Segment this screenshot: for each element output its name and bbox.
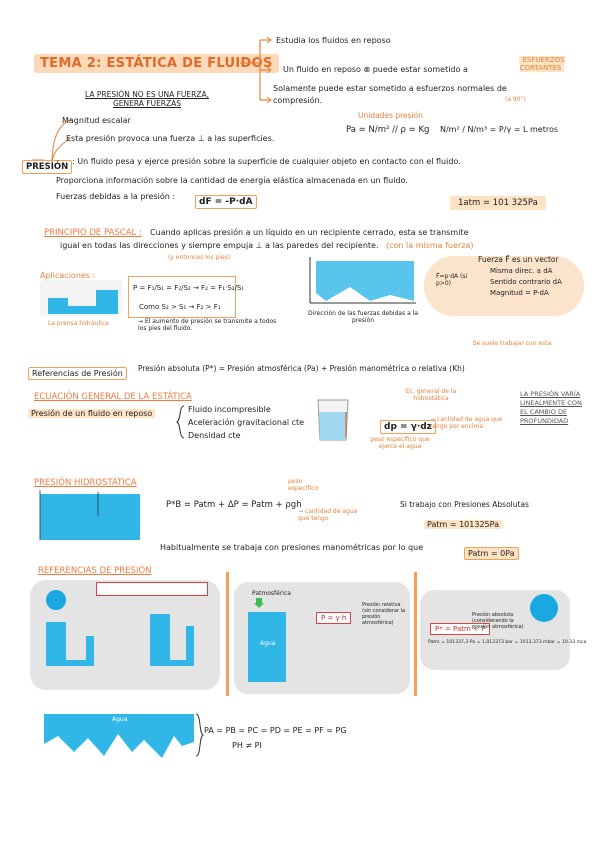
units-fraction: N/m² / N/m³ = P/γ = L metros bbox=[440, 125, 558, 134]
pascal-formula-box bbox=[128, 276, 245, 318]
ecuacion-note-top: Ec. general de la hidrostática bbox=[405, 388, 457, 402]
ecuacion-brace bbox=[176, 404, 186, 440]
presion-info: Proporciona información sobre la cantidad de energía elástica almacenada en un fluido. bbox=[56, 176, 408, 185]
hidro-cantidad: → cantidad de agua que tengo bbox=[298, 508, 358, 522]
branch-note: (a 90°) bbox=[505, 96, 526, 103]
ecuacion-sub: Presión de un fluido en reposo bbox=[28, 409, 155, 419]
final-brace bbox=[194, 712, 204, 758]
hidro-axis bbox=[38, 488, 142, 542]
branch-compresion: compresión. bbox=[273, 96, 323, 105]
pascal-title: PRINCIPIO DE PASCAL : bbox=[44, 228, 142, 238]
ref2-p-atmosferica: Patmosférica bbox=[252, 590, 291, 597]
title-highlight: TEMA 2: ESTÁTICA DE FLUIDOS bbox=[34, 54, 279, 73]
ref-label: Referencias de Presión bbox=[28, 361, 127, 380]
hidro-habitual: Habitualmente se trabaja con presiones manométricas por lo que bbox=[160, 543, 424, 552]
vector-item-1: Misma direc. a dA bbox=[490, 267, 553, 275]
presion-magnitud: Magnitud escalar bbox=[62, 116, 131, 125]
units-title: Unidades presión bbox=[358, 111, 423, 120]
ecuacion-note-right: → cantidad de agua que tengo por encima bbox=[430, 416, 503, 430]
ecuacion-title: ECUACIÓN GENERAL DE LA ESTÁTICA bbox=[34, 392, 192, 402]
ref2-title: REFERENCIAS DE PRESIÓN bbox=[38, 566, 152, 576]
atm-value: 1atm = 101 325Pa bbox=[450, 190, 546, 209]
vector-label: F⃗=p·dA (si p>0) bbox=[436, 273, 468, 287]
pascal-text-2: igual en todas las direcciones y siempre empuja ⊥ a las paredes del recipiente. bbox=[60, 241, 379, 250]
ecuacion-note-bottom: peso específico que ejerce el agua bbox=[370, 436, 430, 450]
pascal-note-2: (y entonces los pies) bbox=[168, 254, 231, 261]
ref2-agua: Agua bbox=[260, 640, 276, 647]
pascal-note-1: (con la misma fuerza) bbox=[386, 241, 474, 250]
ecuacion-item-2: Aceleración gravitacional cte bbox=[188, 418, 305, 427]
presion-definition: : Un fluido pesa y ejerce presión sobre la superficie de cualquier objeto en contacto con el fluido. bbox=[72, 157, 461, 166]
presion-fuerzas: Fuerzas debidas a la presión : bbox=[56, 192, 176, 201]
ref2-formula-box bbox=[96, 582, 208, 596]
ecuacion-side-note: LA PRESIÓN VARÍA LINEALMENTE CON EL CAMBIO DE PROFUNDIDAD bbox=[520, 390, 582, 425]
ref2-dot-right bbox=[530, 594, 558, 622]
ref2-p-absoluta-label: Presión absoluta (considerando la presión atmosférica) bbox=[472, 612, 524, 630]
branch-normales: Solamente puede estar sometido a esfuerzos normales de bbox=[273, 84, 507, 93]
pascal-aumento: → El aumento de presión se transmite a todos los pies del fluido. bbox=[138, 318, 277, 332]
pascal-text-1: Cuando aplicas presión a un líquido en un recipiente cerrado, esta se transmite bbox=[150, 228, 469, 237]
hidro-absolutas: Si trabajo con Presiones Absolutas bbox=[400, 500, 529, 509]
prensa-water-right bbox=[96, 290, 118, 314]
presion-provoca: Esta presión provoca una fuerza ⊥ a las superficies. bbox=[66, 134, 275, 143]
ref2-dot-left bbox=[46, 590, 66, 610]
branch-esfuerzos: ESFUERZOS CORTANTES bbox=[519, 56, 565, 72]
pascal-formula-2: Como S₂ > S₁ → F₂ > F₁ bbox=[139, 303, 221, 311]
presion-not-force: LA PRESIÓN NO ES UNA FUERZA, GENERA FUERZAS bbox=[84, 90, 209, 108]
ref2-tube-base-2 bbox=[150, 660, 194, 666]
ecuacion-item-1: Fluido incompresible bbox=[188, 405, 271, 414]
ecuacion-formula: dp = γ·dz bbox=[380, 414, 436, 433]
ref-note: Se suele trabajar con esta bbox=[472, 340, 552, 347]
units-formula: Pa = N/m² // ρ = Kg bbox=[346, 125, 430, 135]
pascal-direccion: Dirección de las fuerzas debidas a la presión bbox=[307, 310, 419, 324]
pascal-aplicaciones: Aplicaciones : bbox=[40, 271, 96, 280]
hidro-patm-1: Patm = 101325Pa bbox=[424, 512, 502, 531]
branch-sometido: Un fluido en reposo ⊗ puede estar sometido a bbox=[283, 65, 468, 74]
ref2-p-absoluta: P* = Patm + P bbox=[430, 616, 490, 635]
prensa-label: La prensa hidráulica bbox=[48, 320, 109, 327]
presion-formula: dF = -P·dA bbox=[195, 189, 257, 208]
hidro-formula: P*B = Patm + ΔP = Patm + ρgh bbox=[166, 500, 302, 510]
ref2-tube-base-1 bbox=[46, 660, 94, 666]
vector-item-2: Sentido contrario dA bbox=[490, 278, 562, 286]
final-agua: Agua bbox=[112, 716, 128, 723]
ref2-divider-1 bbox=[226, 572, 229, 696]
ref2-patm-line: Patm = 101337,3 Pa = 1,013373 bar = 1013,373 mbar = 10.33 mca bbox=[428, 640, 587, 645]
final-line-2: PH ≠ PI bbox=[232, 741, 262, 750]
branch-reposo: Estudia los fluidos en reposo bbox=[276, 36, 391, 45]
ecuacion-item-3: Densidad cte bbox=[188, 431, 241, 440]
ref2-divider-2 bbox=[414, 572, 417, 696]
pascal-formula-1: P = F₁/S₁ = F₂/S₂ → F₂ = F₁·S₂/S₁ bbox=[133, 284, 245, 292]
final-line-1: PA = PB = PC = PD = PE = PF = PG bbox=[204, 726, 347, 735]
ref2-tank bbox=[248, 612, 286, 682]
hidro-title: PRESIÓN HIDROSTÁTICA bbox=[34, 478, 137, 488]
hidro-peso: peso específico bbox=[288, 478, 319, 492]
ref-text: Presión absoluta (P*) = Presión atmosférica (Pa) + Presión manométrica o relativa (Kh) bbox=[138, 364, 465, 373]
presion-label: PRESIÓN bbox=[22, 154, 72, 173]
ref2-p-relativa: P = γ·h bbox=[316, 605, 351, 624]
pascal-fluid-diagram bbox=[306, 255, 416, 305]
hidro-patm-0: Patm = 0Pa bbox=[464, 541, 519, 560]
vector-title: Fuerza F⃗ es un vector bbox=[478, 255, 559, 264]
glass-diagram bbox=[316, 398, 350, 442]
vector-item-3: Magnitud = P·dA bbox=[490, 289, 549, 297]
ref2-tube-3 bbox=[150, 614, 170, 666]
ref2-p-relativa-label: Presión relativa (sin considerar la presión atmosférica) bbox=[362, 602, 406, 626]
